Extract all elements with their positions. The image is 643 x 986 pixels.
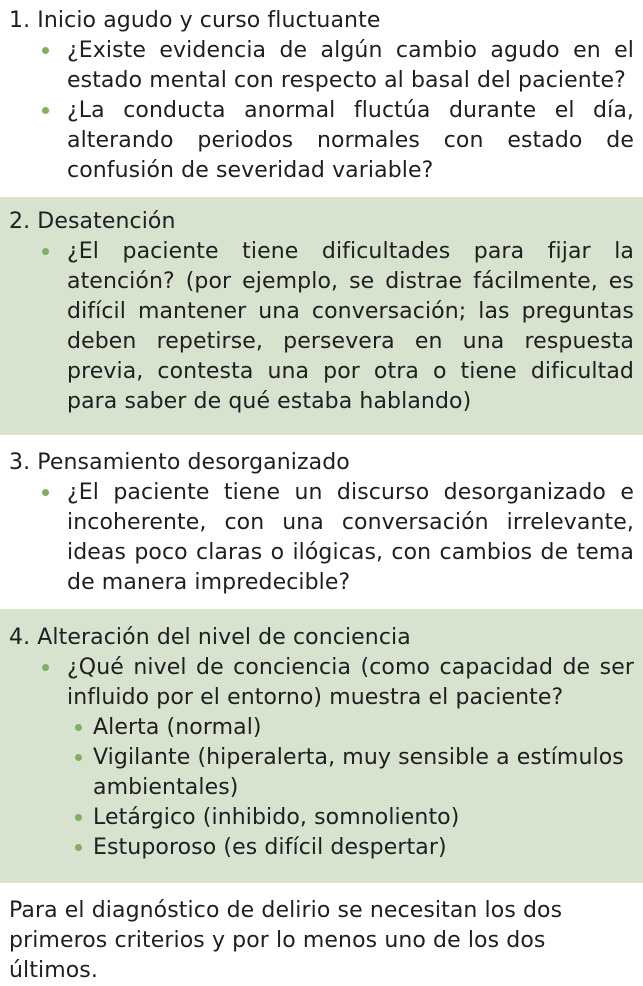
sub-bullet-1-text: Alerta (normal) (93, 715, 262, 740)
sub-bullet-3-text: Letárgico (inhibido, somnoliento) (93, 805, 460, 830)
bullet-dot-icon (42, 47, 49, 54)
bullet-dot-icon (75, 724, 82, 731)
bullet-dot-icon (42, 107, 49, 114)
bullet-dot-icon (42, 664, 49, 671)
sub-bullet-3 (9, 803, 634, 833)
section-1 (0, 0, 643, 197)
bullet-dot-icon (75, 814, 82, 821)
sub-bullet-2 (9, 743, 634, 803)
sub-bullet-4 (9, 833, 634, 863)
bullet-dot-icon (42, 248, 49, 255)
section-4-bullet-1 (9, 653, 634, 713)
section-3 (0, 435, 643, 609)
bullet-dot-icon (75, 844, 82, 851)
section-4-title: 4. Alteración del nivel de conciencia (9, 625, 411, 650)
section-3-bullets (9, 478, 634, 598)
sub-bullet-1 (9, 713, 634, 743)
footer-section (0, 883, 643, 983)
section-4-sub-bullets (9, 713, 634, 863)
section-2 (0, 197, 643, 435)
section-4-bullets (9, 653, 634, 713)
footer-note: Para el diagnóstico de delirio se necesitan los dos primeros criterios y por lo menos uno de los dos últimos. (9, 898, 563, 983)
bullet-dot-icon (42, 489, 49, 496)
sub-bullet-2-text: Vigilante (hiperalerta, muy sensible a estímulos ambientales) (93, 745, 624, 800)
section-4-bullet-1-text: ¿Qué nivel de conciencia (como capacidad de ser influido por el entorno) muestra el paciente? (67, 655, 634, 710)
section-1-bullet-2 (9, 96, 634, 186)
sub-bullet-4-text: Estuporoso (es difícil despertar) (93, 835, 447, 860)
section-2-bullet-1-text: ¿El paciente tiene dificultades para fijar la atención? (por ejemplo, se distrae fácilmente, es difícil mantener una conversación; las preguntas deben repetirse, persevera en una respuesta previa, contesta una por otra o tiene dificultad para saber de qué estaba hablando) (67, 239, 634, 414)
section-1-bullet-1 (9, 36, 634, 96)
section-3-bullet-1-text: ¿El paciente tiene un discurso desorganizado e incoherente, con una conversación irrelevante, ideas poco claras o ilógicas, con cambios de tema de manera impredecible? (67, 480, 634, 595)
section-2-title: 2. Desatención (9, 209, 176, 234)
bullet-dot-icon (75, 754, 82, 761)
section-1-bullets (9, 36, 634, 186)
section-1-bullet-1-text: ¿Existe evidencia de algún cambio agudo en el estado mental con respecto al basal del paciente? (67, 38, 634, 93)
section-4 (0, 609, 643, 883)
section-3-title: 3. Pensamiento desorganizado (9, 450, 350, 475)
section-1-bullet-2-text: ¿La conducta anormal fluctúa durante el día, alterando periodos normales con estado de confusión de severidad variable? (67, 98, 634, 183)
section-2-bullets (9, 237, 634, 417)
section-1-title: 1. Inicio agudo y curso fluctuante (9, 8, 381, 33)
section-2-bullet-1 (9, 237, 634, 417)
section-3-bullet-1 (9, 478, 634, 598)
